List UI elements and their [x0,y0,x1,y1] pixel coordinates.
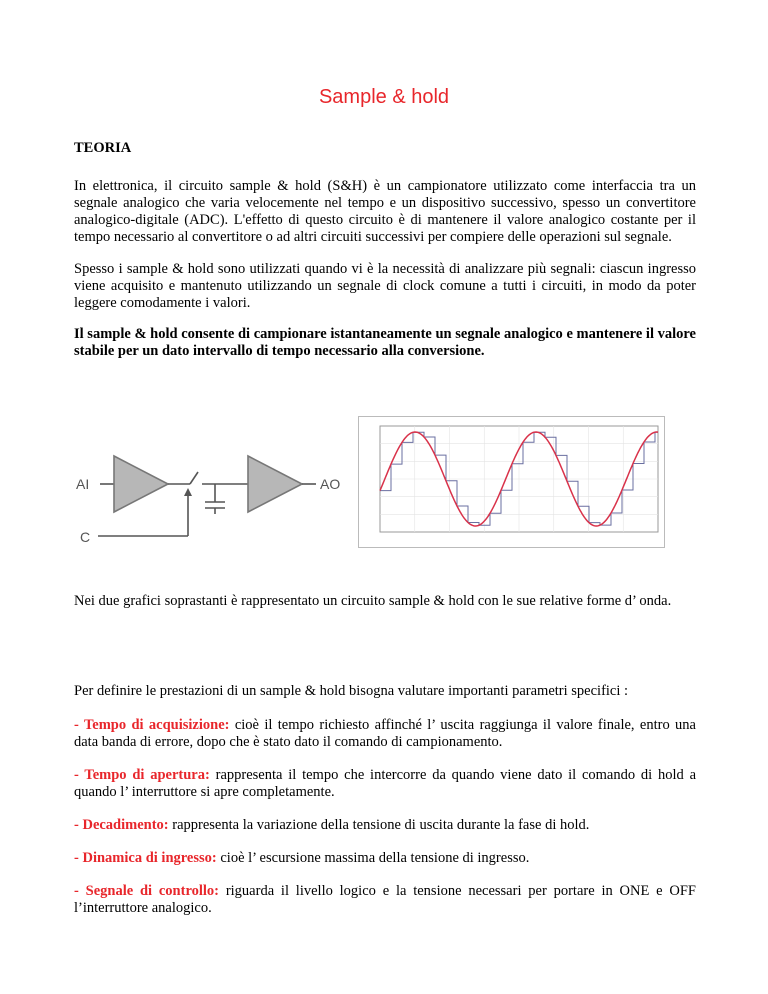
section-heading: TEORIA [74,140,132,156]
paragraph-definition: Il sample & hold consente di campionare istantaneamente un segnale analogico e mantenere il valore stabile per un dato intervallo di tempo necessario alla conversione. [74,326,696,359]
output-buffer [248,456,302,512]
parameter-item [74,767,696,801]
input-buffer [114,456,168,512]
parameter-item [74,717,696,751]
switch [190,472,198,484]
parameter-item [74,850,696,867]
parameter-item [74,817,696,834]
label-ao: AO [320,476,341,492]
parameter-term: Decadimento: [82,817,169,833]
parameter-text: rappresenta il tempo che intercorre da quando viene dato il comando di hold a quando l’ interruttore si apre completamente. [74,767,697,800]
paragraph-usage: Spesso i sample & hold sono utilizzati quando vi è la necessità di analizzare più segnali: ciascun ingresso viene acquisito e mantenuto utilizzando un segnale di clock comune a tutti i circuiti, in modo da poter leggere comodamente i valori. [74,261,696,311]
label-c: C [80,529,91,545]
parameter-text: riguarda il livello logico e la tensione necessari per portare in ONE e OFF l’interruttore analogico. [74,883,696,916]
circuit-diagram [72,444,352,554]
parameter-prefix: - [74,850,83,866]
parameter-term: Segnale di controllo: [85,883,220,899]
parameter-prefix: - [74,717,84,733]
paragraph-figure-caption: Nei due grafici soprastanti è rappresentato un circuito sample & hold con le sue relative forme d’ onda. [74,593,672,609]
parameter-prefix: - [74,817,83,833]
parameter-prefix: - [74,883,86,899]
parameter-text: cioè il tempo richiesto affinché l’ uscita raggiunga il valore finale, entro una data banda di errore, dopo che è stato dato il comando di campionamento. [74,717,696,750]
page-title: Sample & hold [318,86,450,108]
control-arrow [184,488,192,496]
label-ai: AI [76,476,90,492]
waveform-plot [358,416,665,548]
waveform-svg [358,416,665,548]
parameter-term: Dinamica di ingresso: [82,850,217,866]
parameter-prefix: - [74,767,85,783]
parameter-term: Tempo di acquisizione: [83,717,230,733]
paragraph-parameters-intro: Per definire le prestazioni di un sample & hold bisogna valutare importanti parametri specifici : [74,683,629,699]
parameter-item [74,883,696,917]
parameter-text: rappresenta la variazione della tensione di uscita durante la fase di hold. [168,817,590,833]
paragraph-intro: In elettronica, il circuito sample & hold (S&H) è un campionatore utilizzato come interfaccia tra un segnale analogico che varia velocemente nel tempo e un dispositivo successivo, spesso un convertitore analogico-digitale (ADC). L'effetto di questo circuito è di mantenere il valore analogico costante per il tempo necessario al convertitore o ad altri circuiti successivi per compiere delle operazioni sul segnale. [74,178,696,245]
parameter-term: Tempo di apertura: [84,767,210,783]
parameter-text: cioè l’ escursione massima della tensione di ingresso. [216,850,530,866]
